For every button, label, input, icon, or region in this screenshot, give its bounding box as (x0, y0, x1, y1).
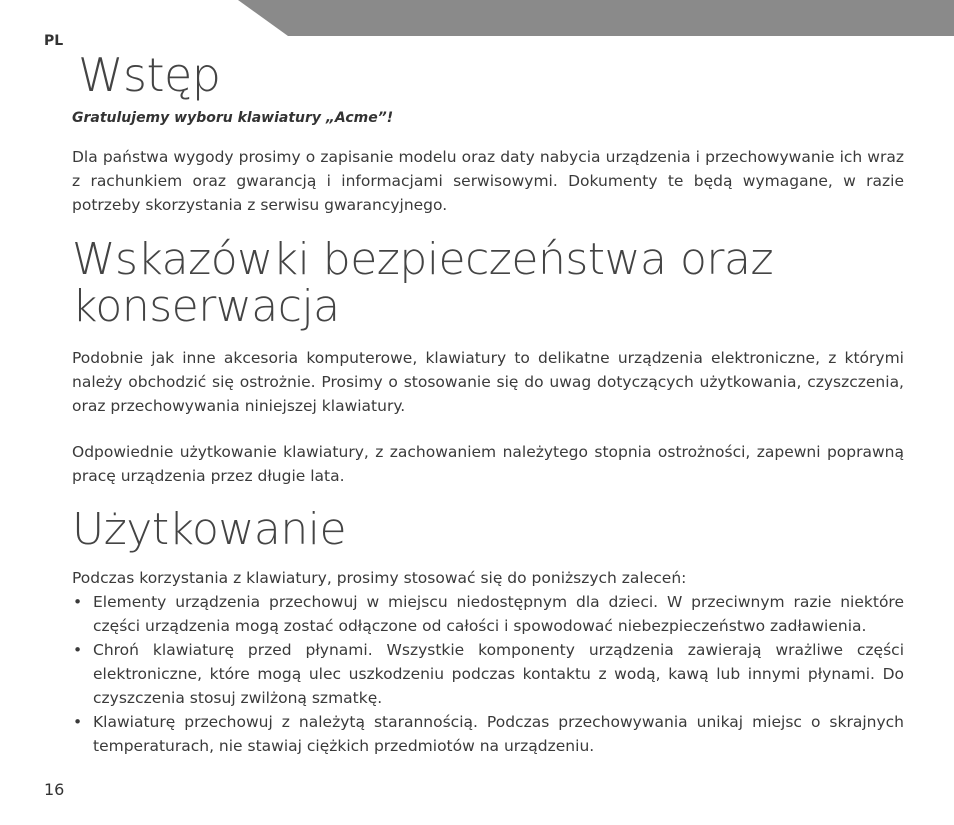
list-item (72, 590, 904, 638)
safety-paragraph-2: Odpowiednie użytkowanie klawiatury, z zachowaniem należytego stopnia ostrożności, zapewni poprawną pracę urządzenia przez długie lata. (72, 443, 904, 485)
bullet-marker: • (73, 641, 83, 659)
language-label: PL (44, 33, 64, 49)
list-item-text: Elementy urządzenia przechowuj w miejscu niedostępnym dla dzieci. W przeciwnym razie niektóre części urządzenia mogą zostać odłączone od całości i spowodować niebezpieczeństwo zadławienia. (93, 593, 904, 635)
list-item-text: Chroń klawiaturę przed płynami. Wszystkie komponenty urządzenia zawierają wrażliwe części elektroniczne, które mogą ulec uszkodzeniu podczas kontaktu z wodą, kawą lub innymi płynami. Do czyszczenia stosuj zwilżoną szmatkę. (93, 641, 904, 707)
list-item (72, 710, 904, 758)
intro-paragraph: Dla państwa wygody prosimy o zapisanie modelu oraz daty nabycia urządzenia i przechowywanie ich wraz z rachunkiem oraz gwarancją i informacjami serwisowymi. Dokumenty te będą wymagane, w razie potrzeby skorzystania z serwisu gwarancyjnego. (72, 148, 904, 214)
bullet-marker: • (73, 713, 83, 731)
safety-title: Wskazówki bezpieczeństwa oraz konserwacja (72, 234, 774, 332)
usage-lead: Podczas korzystania z klawiatury, prosimy stosować się do poniższych zaleceń: (72, 569, 687, 587)
bullet-marker: • (73, 593, 83, 611)
page-number: 16 (44, 780, 65, 799)
list-item-text: Klawiaturę przechowuj z należytą starannością. Podczas przechowywania unikaj miejsc o skrajnych temperaturach, nie stawiaj ciężkich przedmiotów na urządzeniu. (93, 713, 904, 755)
usage-bullet-list (72, 590, 904, 758)
intro-subtitle: Gratulujemy wyboru klawiatury „Acme”! (72, 110, 394, 126)
list-item (72, 638, 904, 710)
intro-title: Wstęp (78, 48, 221, 102)
usage-title: Użytkowanie (72, 504, 347, 555)
safety-paragraph-1: Podobnie jak inne akcesoria komputerowe, klawiatury to delikatne urządzenia elektroniczne, z którymi należy obchodzić się ostrożnie. Prosimy o stosowanie się do uwag dotyczących użytkowania, czyszczenia, oraz przechowywania niniejszej klawiatury. (72, 349, 904, 415)
header-tab-decoration (238, 0, 954, 36)
